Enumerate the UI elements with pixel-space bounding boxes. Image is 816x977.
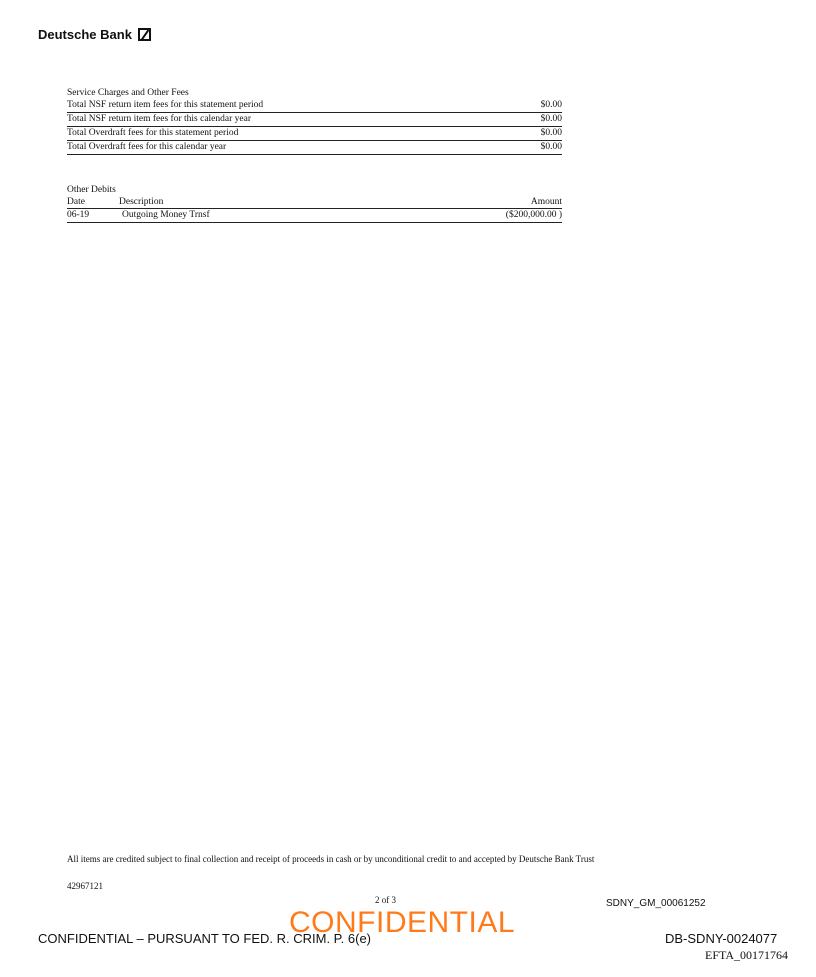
row-label: Total Overdraft fees for this statement period <box>67 128 239 138</box>
row-amount: $0.00 <box>540 128 562 138</box>
other-debits-section <box>67 184 562 223</box>
deutsche-bank-slash-icon <box>138 28 151 41</box>
table-row <box>67 99 562 113</box>
row-label: Total NSF return item fees for this calendar year <box>67 114 251 124</box>
row-label: Total Overdraft fees for this calendar year <box>67 142 227 152</box>
confidential-notice: CONFIDENTIAL – PURSUANT TO FED. R. CRIM. P. 6(e) <box>38 931 372 946</box>
bank-logo <box>38 27 151 42</box>
amount-header: Amount <box>530 197 562 207</box>
page-number: 2 of 3 <box>375 895 396 905</box>
bank-name: Deutsche Bank <box>38 27 132 42</box>
debit-date: 06-19 <box>67 210 90 220</box>
row-amount: $0.00 <box>540 100 562 110</box>
efta-number: EFTA_00171764 <box>705 948 789 962</box>
confidential-stamp: CONFIDENTIAL <box>289 906 516 939</box>
service-charges-section <box>67 87 562 155</box>
account-reference: 42967121 <box>67 881 103 891</box>
row-amount: $0.00 <box>540 142 562 152</box>
date-header: Date <box>67 197 85 207</box>
bates-db: DB-SDNY-0024077 <box>665 931 778 946</box>
section-title: Service Charges and Other Fees <box>67 88 189 98</box>
table-header <box>67 196 562 209</box>
disclaimer-text: All items are credited subject to final collection and receipt of proceeds in cash or by unconditional credit to and accepted by Deutsche Bank Trust <box>67 854 595 864</box>
table-row <box>67 141 562 155</box>
debit-description: Outgoing Money Trnsf <box>122 210 210 220</box>
table-row <box>67 127 562 141</box>
description-header: Description <box>119 197 164 207</box>
debit-amount: ($200,000.00 ) <box>505 210 562 220</box>
row-amount: $0.00 <box>540 114 562 124</box>
table-row <box>67 113 562 127</box>
bates-sdny: SDNY_GM_00061252 <box>606 898 706 909</box>
table-row <box>67 209 562 223</box>
section-title: Other Debits <box>67 185 116 195</box>
row-label: Total NSF return item fees for this statement period <box>67 100 264 110</box>
